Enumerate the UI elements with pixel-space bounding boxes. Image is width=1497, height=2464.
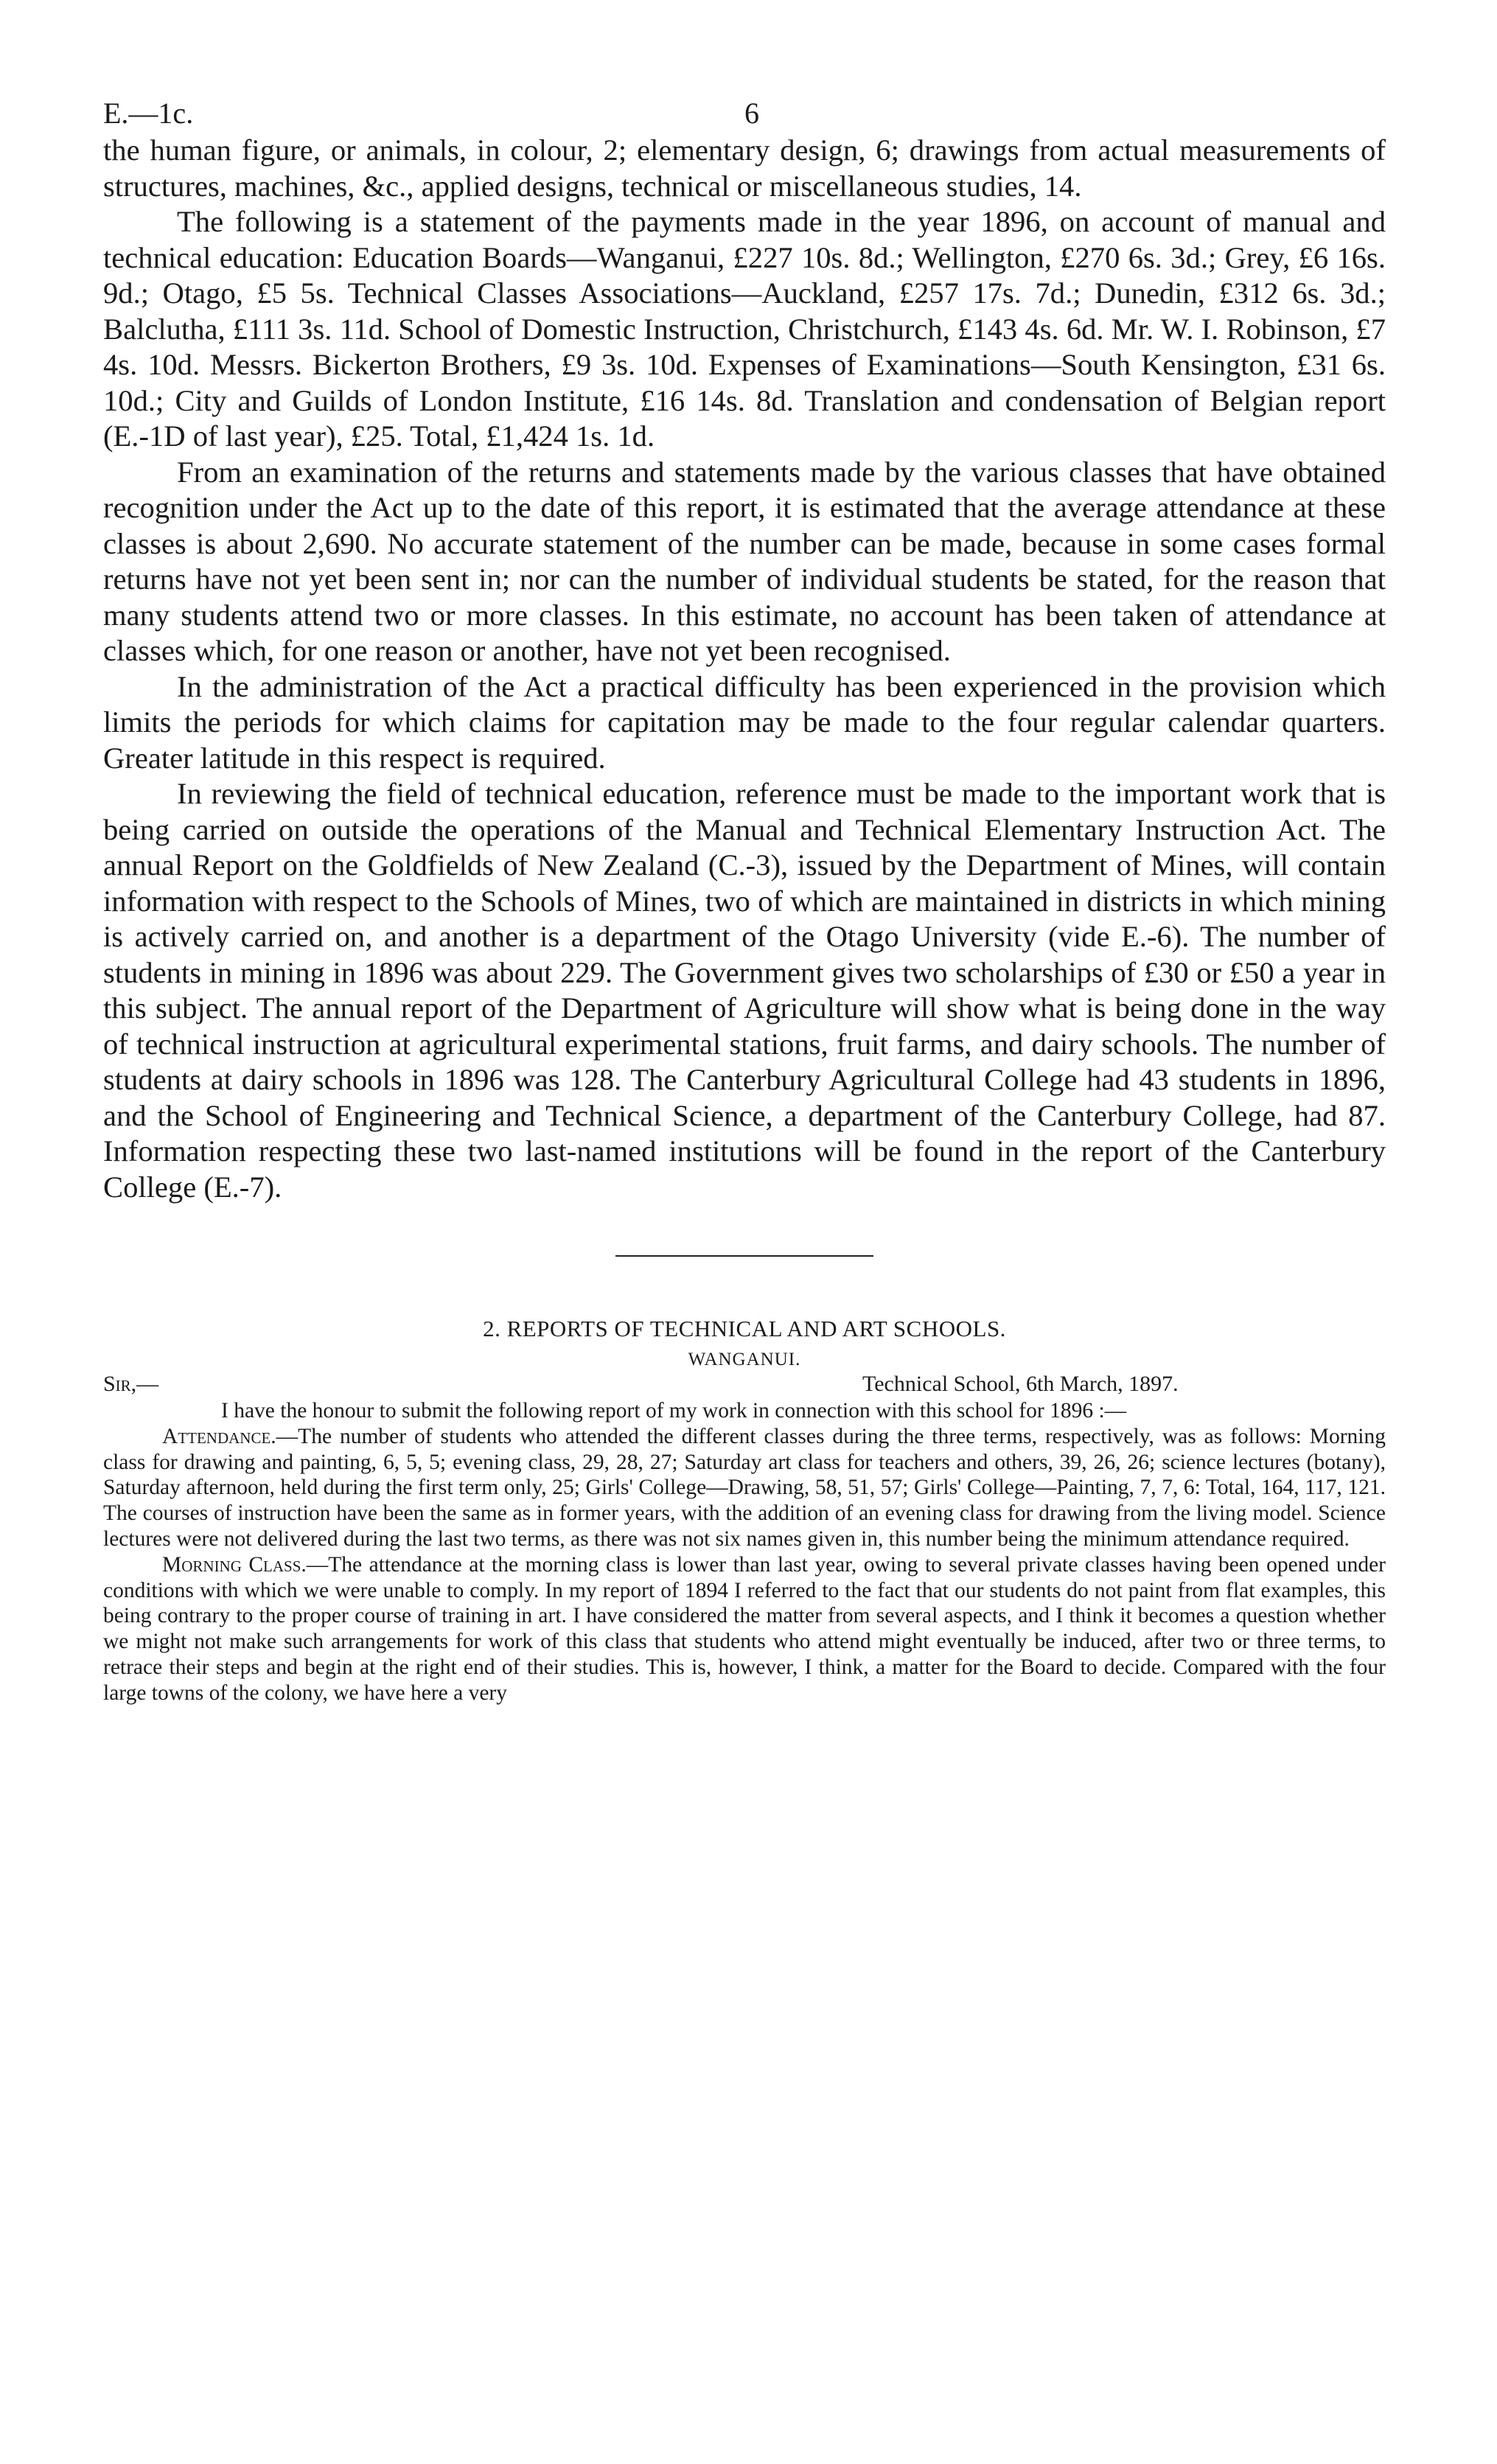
- document-page: [103, 81, 1386, 1706]
- page-number: 6: [744, 97, 759, 130]
- attendance-text: —The number of students who attended the different classes during the three terms, respectively, was as follows: Morning class for drawing and painting, 6, 5, 5; evening class, 29, 28, 27; Saturday art class for teachers and others, 39, 26, 26; science lectures (botany), Saturday afternoon, held during the first term only, 25; Girls' College—Drawing, 58, 51, 57; Girls' College—Painting, 7, 7, 6: Total, 164, 117, 121. The courses of instruction have been the same as in former years, with the addition of an evening class for drawing from the living model. Science lectures were not delivered during the last two terms, as there was not six names given in, this number being the minimum attendance required.: [103, 1424, 1386, 1551]
- document-code: E.—1c.: [103, 97, 194, 130]
- section-divider: [615, 1255, 873, 1257]
- place-heading: WANGANUI.: [688, 1350, 801, 1369]
- main-text: [103, 133, 1386, 1205]
- paragraph-field-review: In reviewing the field of technical education, reference must be made to the important work that is being carried on outside the operations of the Manual and Technical Elementary Instruction Act. The annual Report on the Goldfields of New Zealand (C.-3), issued by the Department of Mines, will contain information with respect to the Schools of Mines, two of which are maintained in districts in which mining is actively carried on, and another is a department of the Otago University (vide E.-6). The number of students in mining in 1896 was about 229. The Government gives two scholarships of £30 or £50 a year in this subject. The annual report of the Department of Agriculture will show what is being done in the way of technical instruction at agricultural experimental stations, fruit farms, and dairy schools. The number of students at dairy schools in 1896 was 128. The Canterbury Agricultural College had 43 students in 1896, and the School of Engineering and Technical Science, a department of the Canterbury College, had 87. Information respecting these two last-named institutions will be found in the report of the Canterbury College (E.-7).: [103, 777, 1386, 1204]
- salutation: Sir,—: [103, 1372, 159, 1396]
- dateline: Technical School, 6th March, 1897.: [862, 1372, 1179, 1396]
- report-text: [103, 1398, 1386, 1706]
- paragraph-continuation: the human figure, or animals, in colour, 2; elementary design, 6; drawings from actual measurements of structures, machines, &c., applied designs, technical or miscellaneous studies, 14.: [103, 133, 1386, 203]
- attendance-heading: Attendance.: [162, 1424, 276, 1448]
- salutation-line: [103, 1372, 1386, 1398]
- morning-class-paragraph: [103, 1552, 1386, 1706]
- morning-class-text: —The attendance at the morning class is lower than last year, owing to several private classes having been opened under conditions with which we were unable to comply. In my report of 1894 I referred to the fact that our students do not paint from flat examples, this being contrary to the proper course of training in art. I have considered the matter from several aspects, and I think it becomes a question whether we might not make such arrangements for work of this class that students who attend might eventually be induced, after two or three terms, to retrace their steps and begin at the right end of their studies. This is, however, I think, a matter for the Board to decide. Compared with the four large towns of the colony, we have here a very: [103, 1552, 1386, 1705]
- paragraph-administration: In the administration of the Act a practical difficulty has been experienced in the provision which limits the periods for which claims for capitation may be made to the four regular calendar quarters. Greater latitude in this respect is required.: [103, 669, 1386, 775]
- report-intro: I have the honour to submit the following report of my work in connection with this school for 1896 :—: [221, 1399, 1127, 1423]
- paragraph-attendance-estimate: From an examination of the returns and statements made by the various classes that have obtained recognition under the Act up to the date of this report, it is estimated that the average attendance at these classes is about 2,690. No accurate statement of the number can be made, because in some cases formal returns have not yet been sent in; nor can the number of individual students be stated, for the reason that many students attend two or more classes. In this estimate, no account has been taken of attendance at classes which, for one reason or another, have not yet been recognised.: [103, 455, 1386, 667]
- paragraph-payments: The following is a statement of the payments made in the year 1896, on account of manual and technical education: Education Boards—Wanganui, £227 10s. 8d.; Wellington, £270 6s. 3d.; Grey, £6 16s. 9d.; Otago, £5 5s. Technical Classes Associations—Auckland, £257 17s. 7d.; Dunedin, £312 6s. 3d.; Balclutha, £111 3s. 11d. School of Domestic Instruction, Christchurch, £143 4s. 6d. Mr. W. I. Robinson, £7 4s. 10d. Messrs. Bickerton Brothers, £9 3s. 10d. Expenses of Examinations—South Kensington, £31 6s. 10d.; City and Guilds of London Institute, £16 14s. 8d. Translation and condensation of Belgian report (E.-1D of last year), £25. Total, £1,424 1s. 1d.: [103, 205, 1386, 453]
- morning-class-heading: Morning Class.: [162, 1552, 307, 1577]
- attendance-paragraph: [103, 1424, 1386, 1552]
- page-header: [103, 81, 1386, 133]
- section-title: 2. REPORTS OF TECHNICAL AND ART SCHOOLS.: [483, 1316, 1006, 1341]
